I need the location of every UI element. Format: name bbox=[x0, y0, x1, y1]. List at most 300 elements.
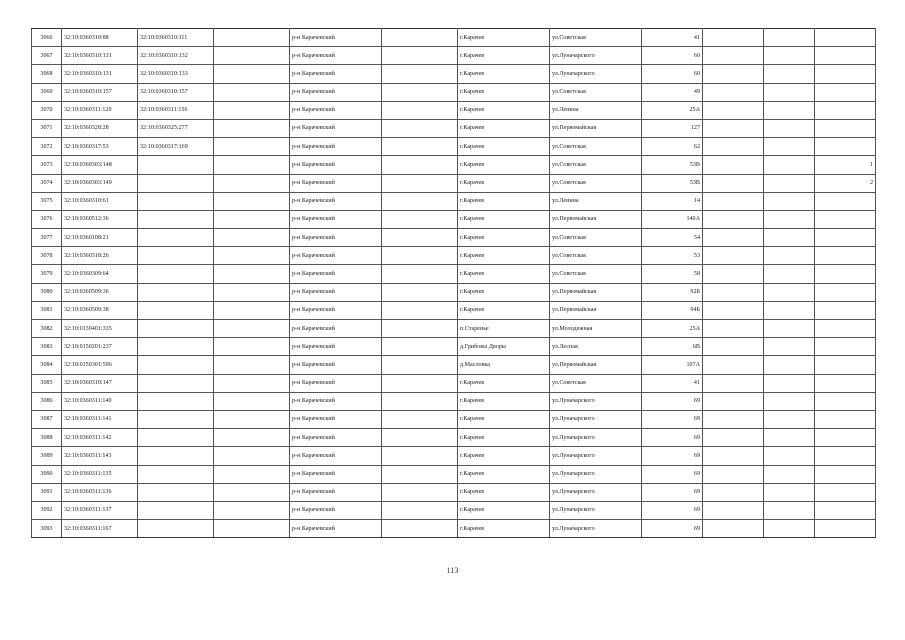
cadastral-number-cell: 32:10:0360311:143 bbox=[62, 447, 138, 465]
extra-number-cell bbox=[815, 138, 876, 156]
house-number-cell: 62 bbox=[642, 138, 703, 156]
empty-cell bbox=[764, 265, 815, 283]
cadastral-number-cell: 32:10:0360108:21 bbox=[62, 229, 138, 247]
empty-cell bbox=[764, 410, 815, 428]
locality-cell: г.Карачев bbox=[458, 374, 550, 392]
empty-cell bbox=[382, 283, 458, 301]
locality-cell: г.Карачев bbox=[458, 301, 550, 319]
empty-cell bbox=[214, 29, 290, 47]
parent-cadastral-cell: 32:10:0360310:132 bbox=[138, 47, 214, 65]
row-number-cell: 3072 bbox=[32, 138, 62, 156]
parent-cadastral-cell: 32:10:0360310:111 bbox=[138, 29, 214, 47]
empty-cell bbox=[214, 47, 290, 65]
parent-cadastral-cell bbox=[138, 447, 214, 465]
cadastral-number-cell: 32:10:0360509:36 bbox=[62, 283, 138, 301]
locality-cell: г.Карачев bbox=[458, 47, 550, 65]
row-number-cell: 3083 bbox=[32, 338, 62, 356]
parent-cadastral-cell bbox=[138, 338, 214, 356]
empty-cell bbox=[382, 392, 458, 410]
empty-cell bbox=[703, 356, 764, 374]
parent-cadastral-cell bbox=[138, 374, 214, 392]
street-cell: ул.Луначарского bbox=[550, 501, 642, 519]
row-number-cell: 3092 bbox=[32, 501, 62, 519]
locality-cell: г.Карачев bbox=[458, 29, 550, 47]
parent-cadastral-cell bbox=[138, 520, 214, 538]
empty-cell bbox=[214, 83, 290, 101]
empty-cell bbox=[214, 138, 290, 156]
house-number-cell: 53 bbox=[642, 247, 703, 265]
empty-cell bbox=[214, 501, 290, 519]
street-cell: ул.Ленина bbox=[550, 192, 642, 210]
row-number-cell: 3079 bbox=[32, 265, 62, 283]
empty-cell bbox=[214, 374, 290, 392]
table-row bbox=[32, 101, 876, 119]
locality-cell: г.Карачев bbox=[458, 410, 550, 428]
empty-cell bbox=[382, 119, 458, 137]
street-cell: ул.Первомайская bbox=[550, 283, 642, 301]
locality-cell: г.Карачев bbox=[458, 65, 550, 83]
empty-cell bbox=[703, 192, 764, 210]
street-cell: ул.Луначарского bbox=[550, 447, 642, 465]
empty-cell bbox=[703, 338, 764, 356]
row-number-cell: 3078 bbox=[32, 247, 62, 265]
cadastral-number-cell: 32:10:0360328:28 bbox=[62, 119, 138, 137]
table-row bbox=[32, 29, 876, 47]
cadastral-number-cell: 32:10:0360310:157 bbox=[62, 83, 138, 101]
empty-cell bbox=[703, 29, 764, 47]
empty-cell bbox=[764, 283, 815, 301]
locality-cell: г.Карачев bbox=[458, 483, 550, 501]
empty-cell bbox=[703, 83, 764, 101]
cadastral-number-cell: 32:10:0130401:335 bbox=[62, 320, 138, 338]
extra-number-cell bbox=[815, 410, 876, 428]
parent-cadastral-cell bbox=[138, 229, 214, 247]
extra-number-cell: 1 bbox=[815, 156, 876, 174]
cadastral-number-cell: 32:10:0360311:142 bbox=[62, 429, 138, 447]
document-page bbox=[31, 28, 875, 538]
district-cell: р-н Карачевский bbox=[290, 174, 382, 192]
empty-cell bbox=[764, 101, 815, 119]
empty-cell bbox=[703, 101, 764, 119]
parent-cadastral-cell: 32:10:0360325:277 bbox=[138, 119, 214, 137]
empty-cell bbox=[214, 210, 290, 228]
empty-cell bbox=[382, 356, 458, 374]
table-row bbox=[32, 447, 876, 465]
empty-cell bbox=[764, 483, 815, 501]
locality-cell: г.Карачев bbox=[458, 229, 550, 247]
locality-cell: г.Карачев bbox=[458, 210, 550, 228]
district-cell: р-н Карачевский bbox=[290, 410, 382, 428]
extra-number-cell bbox=[815, 247, 876, 265]
empty-cell bbox=[764, 465, 815, 483]
table-row bbox=[32, 301, 876, 319]
locality-cell: г.Карачев bbox=[458, 392, 550, 410]
cadastral-number-cell: 32:10:0360317:53 bbox=[62, 138, 138, 156]
street-cell: ул.Лесная bbox=[550, 338, 642, 356]
street-cell: ул.Советская bbox=[550, 156, 642, 174]
cadastral-number-cell: 32:10:0360311:141 bbox=[62, 410, 138, 428]
empty-cell bbox=[214, 301, 290, 319]
table-row bbox=[32, 65, 876, 83]
street-cell: ул.Луначарского bbox=[550, 47, 642, 65]
table-row bbox=[32, 156, 876, 174]
house-number-cell: 69 bbox=[642, 392, 703, 410]
house-number-cell: 60 bbox=[642, 47, 703, 65]
empty-cell bbox=[382, 29, 458, 47]
cadastral-number-cell: 32:10:0150201:237 bbox=[62, 338, 138, 356]
empty-cell bbox=[703, 138, 764, 156]
district-cell: р-н Карачевский bbox=[290, 356, 382, 374]
empty-cell bbox=[214, 101, 290, 119]
house-number-cell: 94Б bbox=[642, 301, 703, 319]
locality-cell: г.Карачев bbox=[458, 156, 550, 174]
table-row bbox=[32, 465, 876, 483]
table-row bbox=[32, 338, 876, 356]
district-cell: р-н Карачевский bbox=[290, 465, 382, 483]
district-cell: р-н Карачевский bbox=[290, 301, 382, 319]
empty-cell bbox=[382, 301, 458, 319]
district-cell: р-н Карачевский bbox=[290, 229, 382, 247]
empty-cell bbox=[214, 429, 290, 447]
empty-cell bbox=[382, 338, 458, 356]
district-cell: р-н Карачевский bbox=[290, 119, 382, 137]
empty-cell bbox=[214, 465, 290, 483]
empty-cell bbox=[382, 47, 458, 65]
cadastral-number-cell: 32:10:0360311:140 bbox=[62, 392, 138, 410]
empty-cell bbox=[764, 119, 815, 137]
house-number-cell: 69 bbox=[642, 465, 703, 483]
registry-table bbox=[31, 28, 876, 538]
empty-cell bbox=[703, 465, 764, 483]
parent-cadastral-cell bbox=[138, 483, 214, 501]
table-row bbox=[32, 520, 876, 538]
table-row bbox=[32, 47, 876, 65]
parent-cadastral-cell bbox=[138, 356, 214, 374]
district-cell: р-н Карачевский bbox=[290, 101, 382, 119]
empty-cell bbox=[382, 265, 458, 283]
empty-cell bbox=[214, 65, 290, 83]
locality-cell: г.Карачев bbox=[458, 447, 550, 465]
row-number-cell: 3089 bbox=[32, 447, 62, 465]
empty-cell bbox=[703, 392, 764, 410]
parent-cadastral-cell bbox=[138, 192, 214, 210]
empty-cell bbox=[764, 374, 815, 392]
empty-cell bbox=[703, 283, 764, 301]
page-number: 113 bbox=[446, 566, 459, 575]
table-row bbox=[32, 429, 876, 447]
district-cell: р-н Карачевский bbox=[290, 210, 382, 228]
empty-cell bbox=[764, 338, 815, 356]
cadastral-number-cell: 32:10:0360310:147 bbox=[62, 374, 138, 392]
district-cell: р-н Карачевский bbox=[290, 447, 382, 465]
empty-cell bbox=[764, 47, 815, 65]
parent-cadastral-cell: 32:10:0360310:133 bbox=[138, 65, 214, 83]
empty-cell bbox=[382, 320, 458, 338]
empty-cell bbox=[764, 501, 815, 519]
extra-number-cell bbox=[815, 283, 876, 301]
empty-cell bbox=[214, 520, 290, 538]
extra-number-cell bbox=[815, 229, 876, 247]
locality-cell: г.Карачев bbox=[458, 83, 550, 101]
empty-cell bbox=[764, 210, 815, 228]
locality-cell: г.Карачев bbox=[458, 247, 550, 265]
street-cell: ул.Первомайская bbox=[550, 301, 642, 319]
row-number-cell: 3084 bbox=[32, 356, 62, 374]
house-number-cell: 60 bbox=[642, 65, 703, 83]
empty-cell bbox=[214, 356, 290, 374]
house-number-cell: 58 bbox=[642, 265, 703, 283]
row-number-cell: 3090 bbox=[32, 465, 62, 483]
parent-cadastral-cell bbox=[138, 210, 214, 228]
extra-number-cell bbox=[815, 119, 876, 137]
locality-cell: д.Масловка bbox=[458, 356, 550, 374]
house-number-cell: 6В bbox=[642, 338, 703, 356]
house-number-cell: 14 bbox=[642, 192, 703, 210]
extra-number-cell bbox=[815, 320, 876, 338]
row-number-cell: 3075 bbox=[32, 192, 62, 210]
row-number-cell: 3066 bbox=[32, 29, 62, 47]
district-cell: р-н Карачевский bbox=[290, 392, 382, 410]
street-cell: ул.Советская bbox=[550, 374, 642, 392]
empty-cell bbox=[703, 47, 764, 65]
extra-number-cell bbox=[815, 83, 876, 101]
parent-cadastral-cell bbox=[138, 320, 214, 338]
empty-cell bbox=[214, 338, 290, 356]
extra-number-cell bbox=[815, 501, 876, 519]
empty-cell bbox=[214, 283, 290, 301]
empty-cell bbox=[382, 374, 458, 392]
district-cell: р-н Карачевский bbox=[290, 29, 382, 47]
row-number-cell: 3067 bbox=[32, 47, 62, 65]
street-cell: ул.Луначарского bbox=[550, 410, 642, 428]
street-cell: ул.Советская bbox=[550, 29, 642, 47]
empty-cell bbox=[214, 174, 290, 192]
house-number-cell: 41 bbox=[642, 374, 703, 392]
street-cell: ул.Советская bbox=[550, 229, 642, 247]
empty-cell bbox=[382, 429, 458, 447]
empty-cell bbox=[764, 301, 815, 319]
street-cell: ул.Луначарского bbox=[550, 429, 642, 447]
row-number-cell: 3085 bbox=[32, 374, 62, 392]
empty-cell bbox=[764, 192, 815, 210]
empty-cell bbox=[764, 65, 815, 83]
house-number-cell: 69 bbox=[642, 483, 703, 501]
empty-cell bbox=[382, 156, 458, 174]
row-number-cell: 3086 bbox=[32, 392, 62, 410]
row-number-cell: 3081 bbox=[32, 301, 62, 319]
empty-cell bbox=[214, 229, 290, 247]
street-cell: ул.Первомайская bbox=[550, 356, 642, 374]
district-cell: р-н Карачевский bbox=[290, 192, 382, 210]
empty-cell bbox=[214, 192, 290, 210]
table-row bbox=[32, 265, 876, 283]
empty-cell bbox=[703, 374, 764, 392]
locality-cell: г.Карачев bbox=[458, 465, 550, 483]
cadastral-number-cell: 32:10:0360509:38 bbox=[62, 301, 138, 319]
empty-cell bbox=[764, 447, 815, 465]
street-cell: ул.Луначарского bbox=[550, 520, 642, 538]
table-row bbox=[32, 483, 876, 501]
table-row bbox=[32, 392, 876, 410]
row-number-cell: 3076 bbox=[32, 210, 62, 228]
cadastral-number-cell: 32:10:0360512:36 bbox=[62, 210, 138, 228]
empty-cell bbox=[382, 192, 458, 210]
district-cell: р-н Карачевский bbox=[290, 483, 382, 501]
extra-number-cell bbox=[815, 447, 876, 465]
cadastral-number-cell: 32:10:0360310:88 bbox=[62, 29, 138, 47]
empty-cell bbox=[382, 174, 458, 192]
row-number-cell: 3073 bbox=[32, 156, 62, 174]
locality-cell: г.Карачев bbox=[458, 520, 550, 538]
street-cell: ул.Первомайская bbox=[550, 119, 642, 137]
empty-cell bbox=[703, 301, 764, 319]
empty-cell bbox=[703, 429, 764, 447]
house-number-cell: 53В bbox=[642, 156, 703, 174]
parent-cadastral-cell bbox=[138, 410, 214, 428]
house-number-cell: 92Б bbox=[642, 283, 703, 301]
street-cell: ул.Советская bbox=[550, 83, 642, 101]
parent-cadastral-cell bbox=[138, 247, 214, 265]
extra-number-cell bbox=[815, 483, 876, 501]
extra-number-cell bbox=[815, 210, 876, 228]
table-row bbox=[32, 501, 876, 519]
district-cell: р-н Карачевский bbox=[290, 283, 382, 301]
parent-cadastral-cell bbox=[138, 392, 214, 410]
locality-cell: г.Карачев bbox=[458, 101, 550, 119]
district-cell: р-н Карачевский bbox=[290, 320, 382, 338]
table-row bbox=[32, 229, 876, 247]
locality-cell: г.Карачев bbox=[458, 174, 550, 192]
empty-cell bbox=[214, 447, 290, 465]
empty-cell bbox=[703, 320, 764, 338]
parent-cadastral-cell bbox=[138, 174, 214, 192]
empty-cell bbox=[214, 392, 290, 410]
empty-cell bbox=[382, 138, 458, 156]
cadastral-number-cell: 32:10:0360310:131 bbox=[62, 65, 138, 83]
table-row bbox=[32, 283, 876, 301]
locality-cell: д.Грибовы Дворы bbox=[458, 338, 550, 356]
empty-cell bbox=[382, 465, 458, 483]
row-number-cell: 3070 bbox=[32, 101, 62, 119]
cadastral-number-cell: 32:10:0360310:61 bbox=[62, 192, 138, 210]
empty-cell bbox=[382, 65, 458, 83]
street-cell: ул.Луначарского bbox=[550, 465, 642, 483]
locality-cell: г.Карачев bbox=[458, 265, 550, 283]
cadastral-number-cell: 32:10:0360311:120 bbox=[62, 101, 138, 119]
empty-cell bbox=[382, 247, 458, 265]
parent-cadastral-cell: 32:10:0360310:157 bbox=[138, 83, 214, 101]
house-number-cell: 49 bbox=[642, 83, 703, 101]
house-number-cell: 69 bbox=[642, 520, 703, 538]
extra-number-cell bbox=[815, 338, 876, 356]
row-number-cell: 3088 bbox=[32, 429, 62, 447]
row-number-cell: 3093 bbox=[32, 520, 62, 538]
extra-number-cell bbox=[815, 374, 876, 392]
street-cell: ул.Советская bbox=[550, 138, 642, 156]
row-number-cell: 3069 bbox=[32, 83, 62, 101]
empty-cell bbox=[214, 265, 290, 283]
locality-cell: г.Карачев bbox=[458, 429, 550, 447]
empty-cell bbox=[764, 320, 815, 338]
district-cell: р-н Карачевский bbox=[290, 247, 382, 265]
row-number-cell: 3082 bbox=[32, 320, 62, 338]
extra-number-cell bbox=[815, 265, 876, 283]
empty-cell bbox=[764, 29, 815, 47]
empty-cell bbox=[382, 501, 458, 519]
locality-cell: г.Карачев bbox=[458, 501, 550, 519]
extra-number-cell bbox=[815, 301, 876, 319]
district-cell: р-н Карачевский bbox=[290, 265, 382, 283]
house-number-cell: 54 bbox=[642, 229, 703, 247]
parent-cadastral-cell bbox=[138, 301, 214, 319]
empty-cell bbox=[214, 483, 290, 501]
table-row bbox=[32, 320, 876, 338]
locality-cell: г.Карачев bbox=[458, 138, 550, 156]
empty-cell bbox=[382, 210, 458, 228]
empty-cell bbox=[764, 156, 815, 174]
empty-cell bbox=[764, 520, 815, 538]
cadastral-number-cell: 32:10:0360309:64 bbox=[62, 265, 138, 283]
empty-cell bbox=[703, 447, 764, 465]
table-row bbox=[32, 374, 876, 392]
district-cell: р-н Карачевский bbox=[290, 65, 382, 83]
parent-cadastral-cell bbox=[138, 501, 214, 519]
empty-cell bbox=[703, 119, 764, 137]
house-number-cell: 69 bbox=[642, 501, 703, 519]
extra-number-cell bbox=[815, 465, 876, 483]
cadastral-number-cell: 32:10:0360303:148 bbox=[62, 156, 138, 174]
table-row bbox=[32, 210, 876, 228]
extra-number-cell bbox=[815, 392, 876, 410]
empty-cell bbox=[703, 156, 764, 174]
house-number-cell: 69 bbox=[642, 410, 703, 428]
house-number-cell: 127 bbox=[642, 119, 703, 137]
street-cell: ул.Первомайская bbox=[550, 210, 642, 228]
cadastral-number-cell: 32:10:0360311:137 bbox=[62, 501, 138, 519]
row-number-cell: 3077 bbox=[32, 229, 62, 247]
street-cell: ул.Советская bbox=[550, 247, 642, 265]
empty-cell bbox=[764, 174, 815, 192]
empty-cell bbox=[764, 392, 815, 410]
empty-cell bbox=[764, 429, 815, 447]
empty-cell bbox=[703, 501, 764, 519]
table-row bbox=[32, 119, 876, 137]
street-cell: ул.Советская bbox=[550, 265, 642, 283]
empty-cell bbox=[214, 320, 290, 338]
district-cell: р-н Карачевский bbox=[290, 520, 382, 538]
row-number-cell: 3068 bbox=[32, 65, 62, 83]
table-row bbox=[32, 247, 876, 265]
cadastral-number-cell: 32:10:0360311:167 bbox=[62, 520, 138, 538]
empty-cell bbox=[703, 483, 764, 501]
table-row bbox=[32, 356, 876, 374]
cadastral-number-cell: 32:10:0360303:149 bbox=[62, 174, 138, 192]
table-row bbox=[32, 174, 876, 192]
cadastral-number-cell: 32:10:0150301:596 bbox=[62, 356, 138, 374]
empty-cell bbox=[703, 410, 764, 428]
locality-cell: г.Карачев bbox=[458, 283, 550, 301]
cadastral-number-cell: 32:10:0360318:26 bbox=[62, 247, 138, 265]
empty-cell bbox=[214, 156, 290, 174]
empty-cell bbox=[764, 356, 815, 374]
house-number-cell: 140А bbox=[642, 210, 703, 228]
house-number-cell: 69 bbox=[642, 429, 703, 447]
extra-number-cell bbox=[815, 429, 876, 447]
empty-cell bbox=[382, 229, 458, 247]
cadastral-number-cell: 32:10:0360311:136 bbox=[62, 483, 138, 501]
street-cell: ул.Луначарского bbox=[550, 483, 642, 501]
locality-cell: г.Карачев bbox=[458, 119, 550, 137]
